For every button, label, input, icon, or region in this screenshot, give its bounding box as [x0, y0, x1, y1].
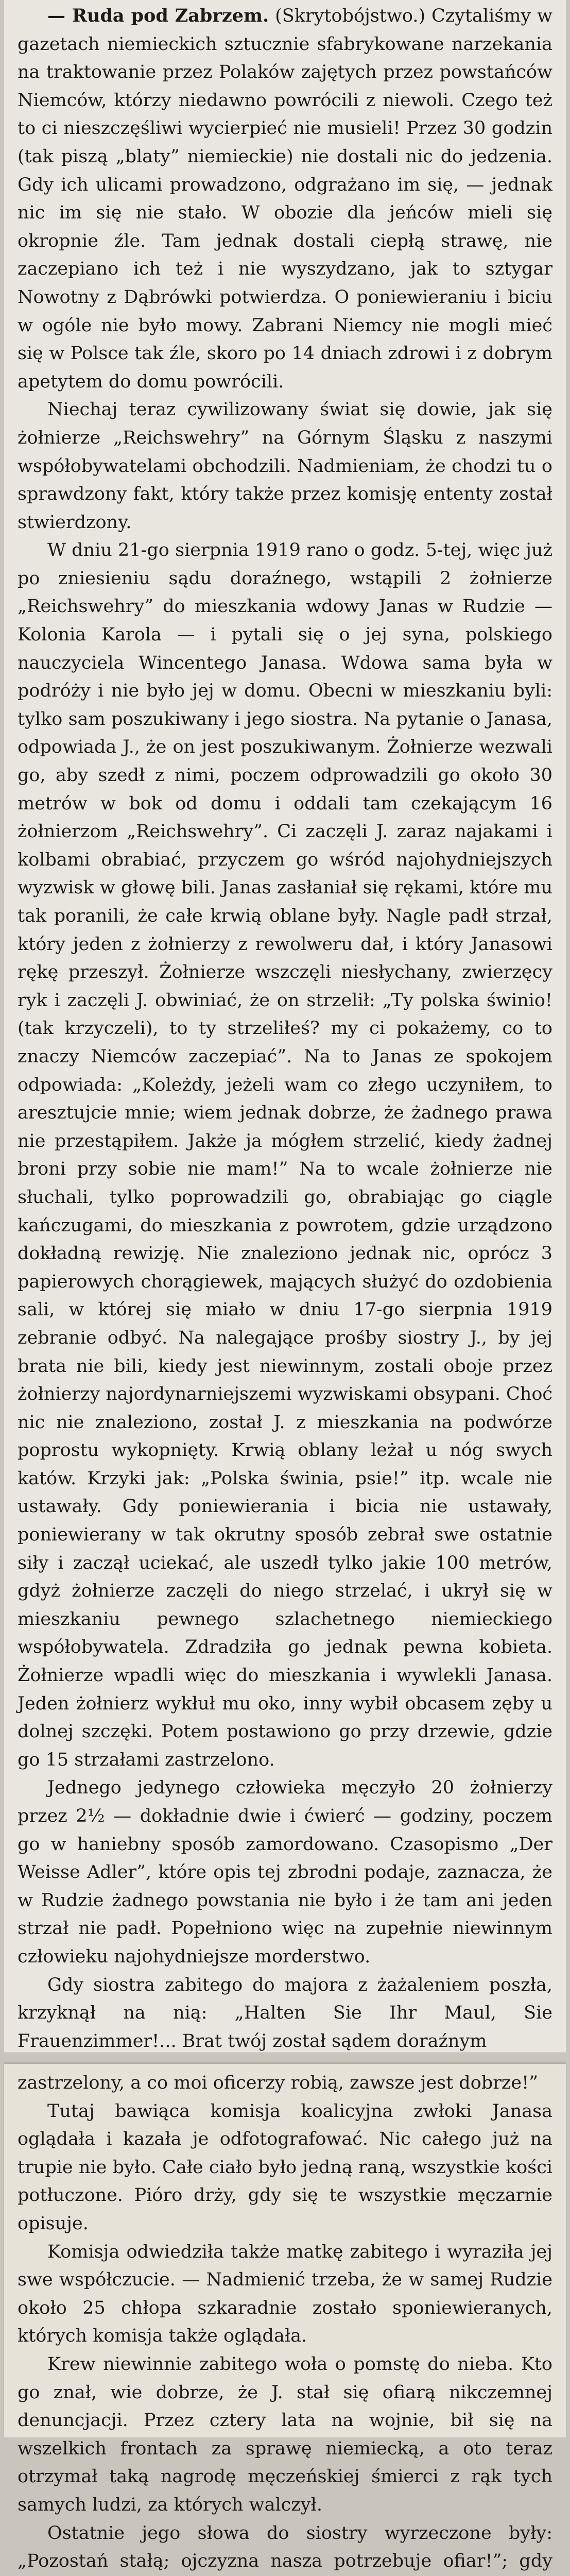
- article-paragraph: Niechaj teraz cywilizowany świat się dowie, jak się żołnierze „Reichswehry” na Górnym Śląsku z naszymi współobywatelami obchodzili. Nadmieniam, że chodzi tu o sprawdzony fakt, który także przez komisję ententy został stwierdzony.: [18, 396, 552, 536]
- article-paragraph: Jednego jedynego człowieka męczyło 20 żołnierzy przez 2½ — dokładnie dwie i ćwierć — godziny, poczem go w haniebny sposób zamordowano. Czasopismo „Der Weisse Adler”, które opis tej zbrodni podaje, zaznacza, że w Rudzie żadnego powstania nie było i że tam ani jeden strzał nie padł. Popełniono więc na zupełnie niewinnym człowieku najohydniejsze morderstwo.: [18, 1774, 552, 1971]
- article-final-text: Ostatnie jego słowa do siostry wyrzeczone były: „Pozostań stałą; ojczyzna nasza potrzebuje ofiar!”; gdy: [18, 2523, 552, 2576]
- article-dateline: — Ruda pod Zabrzem.: [47, 5, 269, 26]
- article-upper-clipping: [4, 0, 566, 2053]
- article-opening-paragraph: [18, 2, 552, 396]
- article-final-paragraph: [18, 2519, 552, 2576]
- article-lower-clipping: [4, 2063, 566, 2437]
- article-paragraph: Tutaj bawiąca komisja koalicyjna zwłoki Janasa oglądała i kazała je odfotografować. Nic całego już na trupie nie było. Całe ciało było jedną raną, wszystkie kości potłuczone. Pióro drży, gdy się te wszystkie męczarnie opisuje.: [18, 2097, 552, 2238]
- article-paragraph: Krew niewinnie zabitego woła o pomstę do nieba. Kto go znał, wie dobrze, że J. stał się ofiarą nikczemnej denuncjacji. Przez cztery lata na wojnie, bił się na wszelkich frontach za sprawę niemiecką, a oto teraz otrzymał taką nagrodę męczeńskiej śmierci z rąk tych samych ludzi, za których walczył.: [18, 2350, 552, 2519]
- article-paragraph: Komisja odwiedziła także matkę zabitego i wyraziła jej swe współczucie. — Nadmienić trzeba, że w samej Rudzie około 25 chłopa szkaradnie zostało sponiewieranych, których komisja także oglądała.: [18, 2238, 552, 2350]
- article-paragraph: Gdy siostra zabitego do majora z żażaleniem poszła, krzyknął na nią: „Halten Sie Ihr Maul, Sie Frauenzimmer!... Brat twój został sądem doraźnym: [18, 1971, 552, 2056]
- article-continuation: zastrzelony, a co moi oficerzy robią, zawsze jest dobrze!”: [18, 2069, 552, 2097]
- article-paragraph: W dniu 21-go sierpnia 1919 rano o godz. 5-tej, więc już po zniesieniu sądu doraźnego, wstąpili 2 żołnierze „Reichswehry” do mieszkania wdowy Janas w Rudzie — Kolonia Karola — i pytali się o jej syna, polskiego nauczyciela Wincentego Janasa. Wdowa sama była w podróży i nie było jej w domu. Obecni w mieszkaniu byli: tylko sam poszukiwany i jego siostra. Na pytanie o Janasa, odpowiada J., że on jest poszukiwanym. Żołnierze wezwali go, aby szedł z nimi, poczem odprowadzili go około 30 metrów w bok od domu i oddali tam czekającym 16 żołnierzom „Reichswehry”. Ci zaczęli J. zaraz najakami i kolbami obrabiać, przyczem go wśród najohydniejszych wyzwisk w głowę bili. Janas zasłaniał się rękami, które mu tak poranili, że całe krwią oblane były. Nagle padł strzał, który jeden z żołnierzy z rewolweru dał, i który Janasowi rękę przeszył. Żołnierze wszczęli niesłychany, zwierzęcy ryk i zaczęli J. obwiniać, że on strzelił: „Ty polska świnio! (tak krzyczeli), to ty strzeliłeś? my ci pokażemy, co to znaczy Niemców zaczepiać”. Na to Janas ze spokojem odpowiada: „Koleżdy, jeżeli wam co złego uczyniłem, to aresztujcie mnie; wiem jednak dobrze, że żadnego prawa nie przestąpiłem. Jakże ja mógłem strzelić, kiedy żadnej broni przy sobie nie mam!” Na to wcale żołnierze nie słuchali, tylko poprowadzili go, obrabiając go ciągle kańczugami, do mieszkania z powrotem, gdzie urządzono dokładną rewizję. Nie znaleziono jednak nic, oprócz 3 papierowych chorągiewek, mających służyć do ozdobienia sali, w której się miało w dniu 17-go sierpnia 1919 zebranie odbyć. Na nalegające prośby siostry J., by jej brata nie bili, kiedy jest niewinnym, zostali oboje przez żołnierzy najordynarniejszemi wyzwiskami obsypani. Choć nic nie znaleziono, został J. z mieszkania na podwórze poprostu wykopnięty. Krwią oblany leżał u nóg swych katów. Krzyki jak: „Polska świnia, psie!” itp. wcale nie ustawały. Gdy poniewierania i bicia nie ustawały, poniewierany w tak okrutny sposób zebrał swe ostatnie siły i zaczął uciekać, ale uszedł tylko jakie 100 metrów, gdyż żołnierze zaczęli do niego strzelać, i ukrył się w mieszkaniu pewnego szlachetnego niemieckiego współobywatela. Zdradziła go jednak pewna kobieta. Żołnierze wpadli więc do mieszkania i wywlekli Janasa. Jeden żołnierz wykłuł mu oko, inny wybił obcasem zęby u dolnej szczęki. Potem postawiono go przy drzewie, gdzie go 15 strzałami zastrzelono.: [18, 536, 552, 1774]
- article-opening-text: (Skrytobójstwo.) Czytaliśmy w gazetach niemieckich sztucznie sfabrykowane narzekania na traktowanie przez Polaków zajętych przez powstańców Niemców, którzy niedawno powrócili z niewoli. Czego też to ci nieszczęśliwi wycierpieć nie musieli! Przez 30 godzin (tak piszą „blaty” niemieckie) nie dostali nic do jedzenia. Gdy ich ulicami prowadzono, odgrażano im się, — jednak nic im się nie stało. W obozie dla jeńców mieli się okropnie źle. Tam jednak dostali ciepłą strawę, nie zaczepiano ich też i nie wyszydzano, jak to sztygar Nowotny z Dąbrówki potwierdza. O poniewieraniu i biciu w ogóle nie było mowy. Zabrani Niemcy nie mogli mieć się w Polsce tak źle, skoro po 14 dniach zdrowi i z dobrym apetytem do domu powrócili.: [18, 6, 552, 392]
